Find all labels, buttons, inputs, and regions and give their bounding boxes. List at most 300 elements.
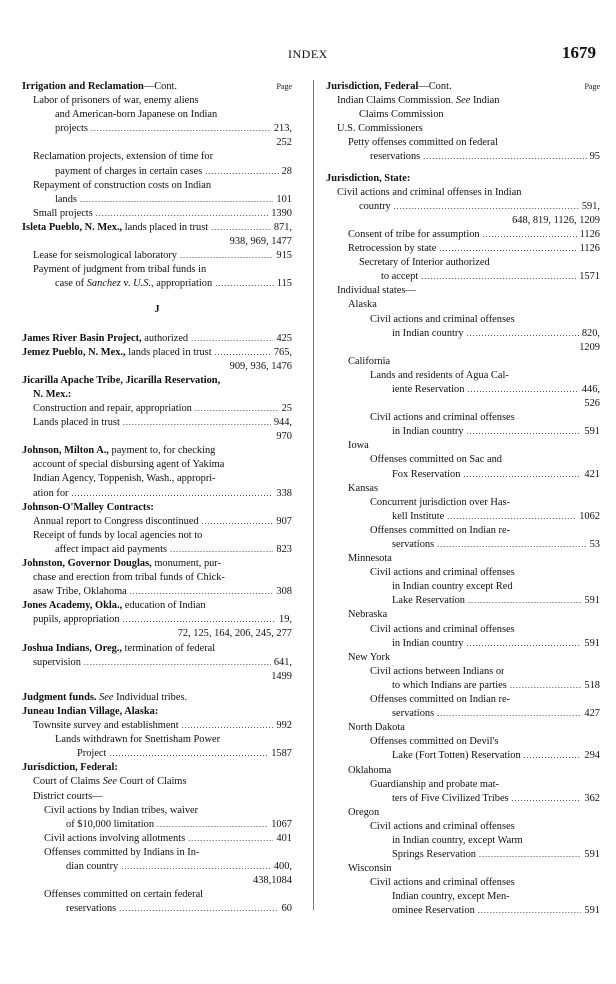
entry-text: Indian country, except Men- xyxy=(392,891,510,903)
entry-text: Annual report to Congress discontinued xyxy=(33,515,199,527)
entry-text: Indian Agency, Toppenish, Wash., appropri- xyxy=(33,473,216,485)
entry-text: Construction and repair, appropriation xyxy=(33,402,192,414)
entry-line xyxy=(326,566,600,580)
entry-text: Wisconsin xyxy=(348,863,392,875)
entry-line xyxy=(22,277,292,291)
page-number: 1679 xyxy=(562,43,596,62)
entry-text: Offenses committed by Indians in In- xyxy=(44,846,200,858)
entry-line xyxy=(326,580,600,594)
entry-line xyxy=(22,529,292,543)
page-reference-continued: 648, 819, 1126, 1209 xyxy=(512,214,600,226)
index-entry xyxy=(22,80,292,94)
entry-text: asaw Tribe, Oklahoma xyxy=(33,586,127,598)
page-reference: 1126 xyxy=(579,228,600,240)
entry-line xyxy=(326,355,600,369)
index-entry xyxy=(326,256,600,284)
entry-text: Oklahoma xyxy=(348,764,392,776)
entry-text: Iowa xyxy=(348,440,369,452)
index-entry xyxy=(326,313,600,355)
dot-leader xyxy=(467,425,582,439)
entry-line xyxy=(326,707,600,721)
index-entry xyxy=(326,778,600,806)
page-column-label: Page xyxy=(584,82,600,91)
entry-text: Lands withdrawn for Snettisham Power xyxy=(55,734,221,746)
page-reference: 944, xyxy=(273,417,292,429)
entry-line xyxy=(22,346,292,360)
index-entry xyxy=(22,719,292,733)
entry-text: Reclamation projects, extension of time for xyxy=(33,151,214,163)
entry-text: Civil actions and criminal offenses xyxy=(370,820,515,832)
index-entry xyxy=(326,186,600,228)
dot-leader xyxy=(467,637,582,651)
entry-line xyxy=(326,425,600,439)
entry-text: Offenses committed on Indian re- xyxy=(370,524,511,536)
entry-line xyxy=(326,122,600,136)
index-entry xyxy=(22,733,292,761)
entry-line xyxy=(326,876,600,890)
page-reference: 641, xyxy=(273,656,292,668)
entry-text: Nebraska xyxy=(348,609,388,621)
entry-text: Concurrent jurisdiction over Has- xyxy=(370,496,510,508)
entry-text: supervision xyxy=(33,656,81,668)
entry-line xyxy=(326,721,600,735)
dot-leader xyxy=(123,613,276,627)
entry-line xyxy=(326,186,600,200)
entry-text: Offenses committed on Indian re- xyxy=(370,694,511,706)
entry-text: servations xyxy=(392,708,435,720)
entry-line xyxy=(22,165,292,179)
index-entry xyxy=(22,888,292,916)
entry-line xyxy=(326,242,600,256)
index-entry xyxy=(22,150,292,178)
entry-line xyxy=(326,637,600,651)
page-header xyxy=(0,44,616,66)
entry-line xyxy=(326,510,600,524)
index-entry xyxy=(326,496,600,524)
entry-text: affect impact aid payments xyxy=(55,543,168,555)
index-entry xyxy=(326,651,600,665)
index-entry xyxy=(22,832,292,846)
entry-text: Jicarilla Apache Tribe, Jicarilla Reservation, xyxy=(22,374,221,386)
index-entry xyxy=(326,623,600,651)
dot-leader xyxy=(80,193,273,207)
dot-leader xyxy=(437,707,581,721)
index-entry xyxy=(326,876,600,918)
entry-text: lands xyxy=(55,193,77,205)
entry-line xyxy=(22,487,292,501)
page-reference: 115 xyxy=(276,278,292,290)
entry-line xyxy=(326,108,600,122)
entry-line xyxy=(326,623,600,637)
entry-line xyxy=(326,665,600,679)
dot-leader xyxy=(478,904,582,918)
entry-line xyxy=(22,642,292,656)
entry-line xyxy=(326,524,600,538)
page-reference: 518 xyxy=(584,679,600,691)
page-reference: 95 xyxy=(589,151,600,163)
entry-line xyxy=(22,656,292,670)
entry-line xyxy=(326,735,600,749)
entry-line xyxy=(22,515,292,529)
page-reference: 1067 xyxy=(271,818,292,830)
index-entry xyxy=(22,179,292,207)
page-reference: 421 xyxy=(584,468,600,480)
entry-gap xyxy=(326,165,600,172)
entry-text: Lands and residents of Agua Cal- xyxy=(370,369,509,381)
entry-line xyxy=(326,608,600,622)
entry-line xyxy=(326,749,600,763)
dot-leader xyxy=(211,221,271,235)
entry-text: projects xyxy=(55,123,88,135)
index-entry xyxy=(326,862,600,876)
page-reference-continued: 438,1084 xyxy=(253,875,292,887)
dot-leader xyxy=(215,277,274,291)
index-entry xyxy=(326,806,600,820)
index-entry xyxy=(326,735,600,763)
entry-line xyxy=(22,691,292,705)
entry-text: ominee Reservation xyxy=(392,905,475,917)
entry-text: Kansas xyxy=(348,482,379,494)
entry-line xyxy=(22,761,292,775)
dot-leader xyxy=(180,249,273,263)
entry-text: Lease for seismological laboratory xyxy=(33,250,177,262)
dot-leader xyxy=(468,594,581,608)
page-reference-continued: 72, 125, 164, 206, 245, 277 xyxy=(177,628,292,640)
entry-line xyxy=(326,679,600,693)
entry-line xyxy=(326,228,600,242)
entry-text: Civil actions and criminal offenses xyxy=(370,877,515,889)
entry-line xyxy=(326,792,600,806)
entry-line xyxy=(22,860,292,874)
page-reference: 19, xyxy=(279,614,292,626)
page-reference: 446, xyxy=(581,383,600,395)
entry-line xyxy=(22,804,292,818)
index-entry xyxy=(22,705,292,719)
dot-leader xyxy=(394,200,579,214)
entry-line xyxy=(326,764,600,778)
entry-line xyxy=(326,383,600,397)
entry-line xyxy=(22,249,292,263)
entry-text: Civil actions between Indians or xyxy=(370,665,505,677)
column-divider xyxy=(313,80,314,910)
entry-text: Civil actions involving allotments xyxy=(44,832,186,844)
entry-text: Minnesota xyxy=(348,553,392,565)
entry-line xyxy=(22,501,292,515)
entry-text: Johnson, Milton A., payment to, for checking xyxy=(22,445,216,457)
index-entry xyxy=(22,691,292,705)
entry-line xyxy=(22,150,292,164)
entry-text: Alaska xyxy=(348,299,377,311)
index-entry xyxy=(326,122,600,136)
entry-line xyxy=(22,747,292,761)
dot-leader xyxy=(72,487,274,501)
page-reference: 992 xyxy=(276,720,292,732)
index-entry xyxy=(22,416,292,444)
index-entry xyxy=(326,665,600,693)
page-reference: 400, xyxy=(273,860,292,872)
entry-line xyxy=(326,256,600,270)
index-entry xyxy=(326,693,600,721)
entry-text: of $10,000 limitation xyxy=(66,818,155,830)
entry-text: reservations xyxy=(66,903,117,915)
entry-line xyxy=(22,818,292,832)
entry-text: Retrocession by state xyxy=(348,243,437,255)
page-reference: 907 xyxy=(276,515,292,527)
dot-leader xyxy=(483,228,577,242)
entry-line xyxy=(326,298,600,312)
page-column-label: Page xyxy=(276,82,292,91)
entry-line xyxy=(22,458,292,472)
entry-line xyxy=(22,585,292,599)
entry-text: in Indian country xyxy=(392,426,464,438)
entry-line xyxy=(326,496,600,510)
index-entry xyxy=(326,820,600,862)
entry-text: Consent of tribe for assumption xyxy=(348,228,480,240)
page-reference: 28 xyxy=(281,165,292,177)
entry-text: Irrigation and Reclamation—Cont. xyxy=(22,81,177,92)
dot-leader xyxy=(467,327,579,341)
page-reference: 1126 xyxy=(579,243,600,255)
page-reference: 425 xyxy=(276,332,292,344)
page-reference-continued: 526 xyxy=(584,398,600,410)
page-reference: 427 xyxy=(584,708,600,720)
entry-text: Civil actions and criminal offenses xyxy=(370,623,515,635)
page-reference-continued: 938, 969, 1477 xyxy=(229,236,292,248)
index-entry xyxy=(22,221,292,249)
page-reference: 60 xyxy=(281,903,292,915)
dot-leader xyxy=(205,165,278,179)
entry-text: Labor of prisoners of war, enemy aliens xyxy=(33,95,199,107)
entry-line xyxy=(326,453,600,467)
entry-text: Petty offenses committed on federal xyxy=(348,137,498,149)
index-entry xyxy=(22,804,292,832)
index-entry xyxy=(326,566,600,608)
dot-leader xyxy=(423,150,586,164)
entry-text: pupils, appropriation xyxy=(33,614,120,626)
index-entry xyxy=(326,80,600,94)
entry-line xyxy=(22,599,292,613)
dot-leader xyxy=(96,207,268,221)
index-entry xyxy=(326,764,600,778)
entry-line xyxy=(326,150,600,164)
entry-text: North Dakota xyxy=(348,722,405,734)
dot-leader xyxy=(479,848,581,862)
page-reference: 820, xyxy=(581,327,600,339)
page-reference: 362 xyxy=(584,792,600,804)
index-entry xyxy=(326,453,600,481)
entry-line xyxy=(326,270,600,284)
index-entry xyxy=(326,439,600,453)
page-reference: 823 xyxy=(276,543,292,555)
entry-text: country xyxy=(359,200,391,212)
entry-line xyxy=(326,482,600,496)
page-reference-continued: 252 xyxy=(276,137,292,149)
entry-gap xyxy=(22,684,292,691)
entry-text: Jurisdiction, Federal: xyxy=(22,762,118,774)
page-reference: 591 xyxy=(584,637,600,649)
entry-text: Project xyxy=(77,748,107,760)
dot-leader xyxy=(437,538,586,552)
entry-text: Jurisdiction, Federal—Cont. xyxy=(326,81,452,92)
page-reference: 591, xyxy=(581,200,600,212)
entry-text: Indian Claims Commission. See Indian xyxy=(337,95,500,107)
entry-line xyxy=(326,594,600,608)
entry-text: in Indian country xyxy=(392,637,464,649)
page-reference-continued: 1209 xyxy=(579,341,600,353)
entry-line xyxy=(326,834,600,848)
entry-line xyxy=(22,775,292,789)
index-entry xyxy=(326,298,600,312)
entry-line xyxy=(326,651,600,665)
entry-text: kell Institute xyxy=(392,510,445,522)
index-entry xyxy=(22,501,292,515)
entry-line xyxy=(22,179,292,193)
dot-leader xyxy=(130,585,274,599)
entry-text: U.S. Commissioners xyxy=(337,123,423,135)
page-reference: 213, xyxy=(273,123,292,135)
index-entry xyxy=(22,642,292,684)
dot-leader xyxy=(524,749,582,763)
entry-text: Claims Commission xyxy=(359,109,444,121)
entry-text: Townsite survey and establishment xyxy=(33,720,179,732)
entry-text: Offenses committed on certain federal xyxy=(44,889,204,901)
entry-line xyxy=(326,313,600,327)
entry-text: Civil actions by Indian tribes, waiver xyxy=(44,804,199,816)
entry-line xyxy=(22,733,292,747)
entry-text: Joshua Indians, Oreg., termination of federal xyxy=(22,642,216,654)
running-title: INDEX xyxy=(288,47,328,61)
dot-leader xyxy=(467,383,578,397)
entry-line xyxy=(22,80,292,94)
dot-leader xyxy=(447,510,576,524)
entry-text: servations xyxy=(392,539,435,550)
page-reference: 1062 xyxy=(579,510,600,522)
index-entry xyxy=(22,263,292,291)
index-entry xyxy=(326,242,600,256)
index-entry xyxy=(22,346,292,374)
entry-line xyxy=(326,862,600,876)
entry-text: Lands placed in trust xyxy=(33,417,120,429)
entry-text: Isleta Pueblo, N. Mex., lands placed in trust xyxy=(22,221,209,233)
page-reference: 765, xyxy=(273,346,292,358)
page-reference: 1587 xyxy=(271,748,292,760)
entry-text: account of special disbursing agent of Yakima xyxy=(33,459,225,471)
entry-line xyxy=(326,369,600,383)
entry-text: in Indian country xyxy=(392,327,464,339)
index-entry xyxy=(22,846,292,888)
page-reference: 101 xyxy=(276,193,292,205)
index-entry xyxy=(22,402,292,416)
entry-line xyxy=(326,468,600,482)
page-reference: 1390 xyxy=(271,207,292,219)
entry-text: Oregon xyxy=(348,806,380,818)
page-reference: 871, xyxy=(273,221,292,233)
index-entry xyxy=(326,411,600,439)
entry-line xyxy=(22,193,292,207)
entry-text: Jurisdiction, State: xyxy=(326,172,411,184)
dot-leader xyxy=(191,332,273,346)
entry-line xyxy=(326,94,600,108)
entry-line xyxy=(22,122,292,136)
dot-leader xyxy=(170,543,273,557)
page-reference: 338 xyxy=(276,487,292,499)
entry-text: Lake Reservation xyxy=(392,595,465,607)
entry-text: Guardianship and probate mat- xyxy=(370,778,499,790)
entry-line xyxy=(326,552,600,566)
entry-text: ation for xyxy=(33,487,69,499)
index-entry xyxy=(326,552,600,566)
entry-text: Civil actions and criminal offenses xyxy=(370,412,515,424)
entry-text: Springs Reservation xyxy=(392,849,476,861)
index-entry xyxy=(326,228,600,242)
entry-text: Payment of judgment from tribal funds in xyxy=(33,264,207,276)
entry-line xyxy=(22,416,292,430)
page-reference: 401 xyxy=(276,832,292,844)
entry-text: Jones Academy, Okla., education of Indian xyxy=(22,600,206,612)
entry-text: and American-born Japanese on Indian xyxy=(55,109,218,121)
entry-line xyxy=(326,890,600,904)
entry-line xyxy=(22,207,292,221)
entry-text: case of Sanchez v. U.S., appropriation xyxy=(55,278,213,290)
dot-leader xyxy=(510,679,582,693)
entry-line xyxy=(326,820,600,834)
entry-text: Offenses committed on Sac and xyxy=(370,454,502,466)
entry-line xyxy=(326,172,600,186)
page-reference: 308 xyxy=(276,586,292,598)
left-column xyxy=(22,80,292,916)
index-entry xyxy=(326,608,600,622)
entry-text: New York xyxy=(348,651,391,663)
index-entry xyxy=(22,207,292,221)
entry-line xyxy=(326,200,600,214)
entry-text: Small projects xyxy=(33,207,93,219)
entry-text: dian country xyxy=(66,860,119,872)
entry-text: in Indian country, except Warm xyxy=(392,834,523,846)
index-entry xyxy=(22,444,292,500)
page-reference: 53 xyxy=(589,539,600,550)
entry-text: Individual states— xyxy=(337,285,416,297)
entry-line xyxy=(22,221,292,235)
entry-text: Repayment of construction costs on Indian xyxy=(33,179,212,191)
entry-line xyxy=(326,327,600,341)
entry-line xyxy=(326,439,600,453)
dot-leader xyxy=(512,792,582,806)
entry-text: payment of charges in certain cases xyxy=(55,165,203,177)
entry-text: Lake (Fort Totten) Reservation xyxy=(392,750,521,762)
index-entry xyxy=(22,790,292,804)
entry-line xyxy=(326,806,600,820)
entry-line xyxy=(22,613,292,627)
index-entry xyxy=(326,355,600,369)
dot-leader xyxy=(188,832,273,846)
entry-line xyxy=(326,904,600,918)
entry-line xyxy=(22,832,292,846)
entry-text: Secretary of Interior authorized xyxy=(359,257,490,269)
entry-text: in Indian country except Red xyxy=(392,581,513,593)
entry-line xyxy=(22,571,292,585)
entry-text: Offenses committed on Devil's xyxy=(370,736,499,748)
entry-line xyxy=(326,848,600,862)
index-entry xyxy=(326,721,600,735)
dot-leader xyxy=(91,122,271,136)
entry-line xyxy=(326,693,600,707)
entry-text: District courts— xyxy=(33,790,103,802)
dot-leader xyxy=(215,346,271,360)
index-entry xyxy=(326,172,600,186)
entry-text: chase and erection from tribal funds of Chick- xyxy=(33,572,225,584)
index-entry xyxy=(22,557,292,599)
page-reference: 1571 xyxy=(579,271,600,283)
